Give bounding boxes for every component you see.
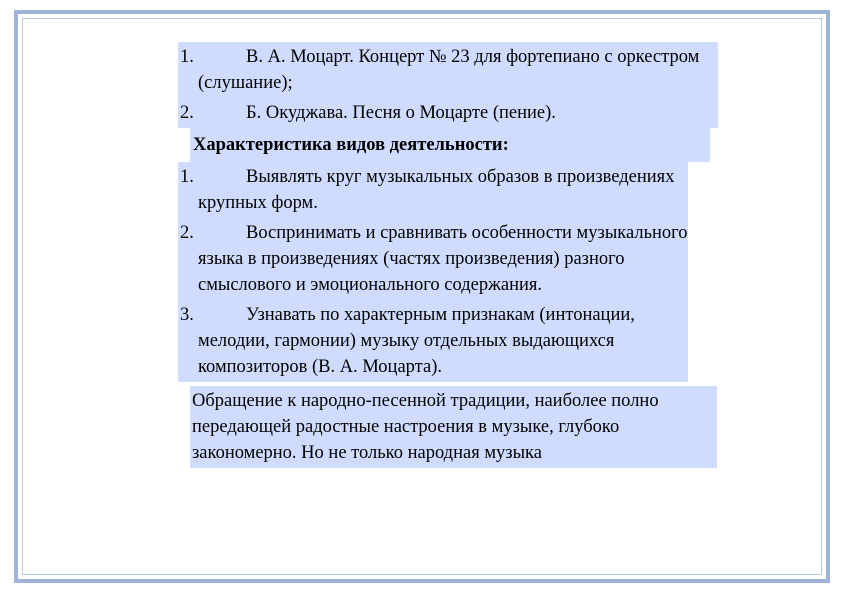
list-item [178,162,688,218]
repertoire-list [178,42,718,128]
list-item [178,42,718,98]
list-item [178,98,718,128]
list-item-number: 2. [180,103,194,123]
list-item-number: 3. [180,305,194,325]
list-item-text: В. А. Моцарт. Концерт № 23 для фортепиано с оркестром (слушание); [198,47,700,93]
list-item [178,300,688,382]
activities-list [178,162,688,382]
section-heading: Характеристика видов деятельности: [190,128,710,162]
list-item-text: Б. Окуджава. Песня о Моцарте (пение). [246,103,556,123]
list-item-text: Узнавать по характерным признакам (интонации, мелодии, гармонии) музыку отдельных выдающихся композиторов (В. А. Моцарта). [198,305,635,377]
list-item [178,218,688,300]
list-item-text: Выявлять круг музыкальных образов в произведениях крупных форм. [198,167,675,213]
list-item-text: Воспринимать и сравнивать особенности музыкального языка в произведениях (частях произведения) разного смыслового и эмоционального содержания. [198,223,688,295]
list-item-number: 2. [180,223,194,243]
slide-content [178,42,718,468]
list-item-number: 1. [180,167,194,187]
body-paragraph: Обращение к народно-песенной традиции, наиболее полно передающей радостные настроения в музыке, глубоко закономерно. Но не только народная музыка [190,386,717,468]
list-item-number: 1. [180,47,194,67]
